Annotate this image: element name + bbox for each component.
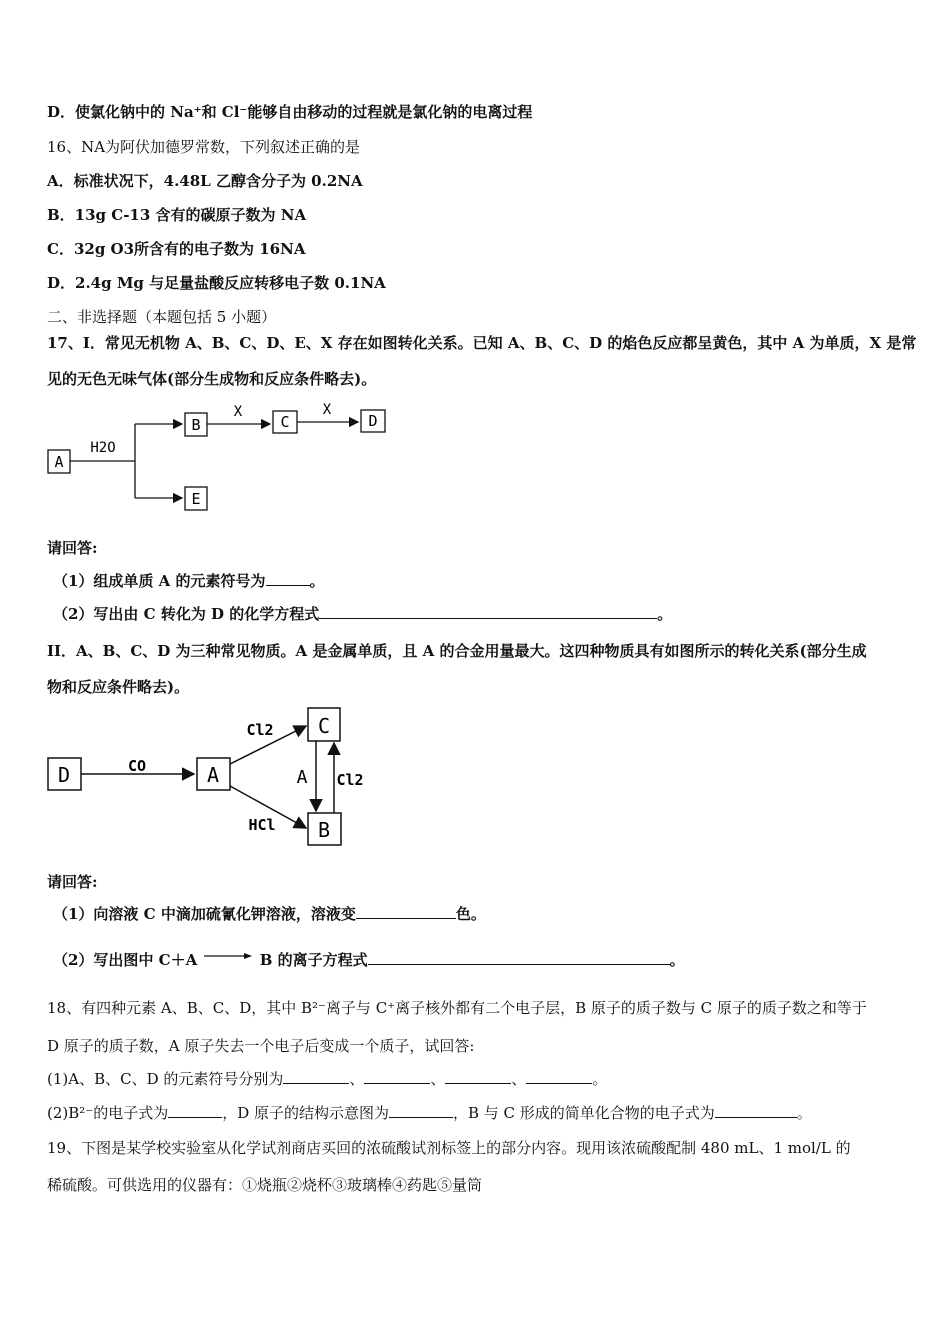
q18-line4: (2)B²⁻的电子式为 ，D 原子的结构示意图为 ，B 与 C 形成的简单化合物的电子式为 。	[47, 1104, 812, 1122]
answer-blank[interactable]	[526, 1069, 592, 1084]
node-a	[197, 758, 230, 790]
section-heading: 二、非选择题（本题包括 5 小题）	[47, 308, 277, 326]
node-a	[48, 450, 70, 473]
label-co: CO	[127, 757, 147, 775]
answer-blank[interactable]	[356, 904, 456, 919]
q17-part2-line2: 物和反应条件略去)。	[47, 678, 190, 696]
svg-text:C: C	[317, 714, 331, 738]
answer-blank[interactable]	[368, 950, 670, 965]
q17-part1-line2: 见的无色无味气体(部分生成物和反应条件略去)。	[47, 370, 377, 388]
q17-part2-question-2: （2）写出图中 C＋A B 的离子方程式 。	[53, 951, 685, 969]
q16-option-b: B．13g C-13 含有的碳原子数为 NA	[47, 206, 307, 224]
q17-part2-line1: II．A、B、C、D 为三种常见物质。A 是金属单质，且 A 的合金用量最大。这四种物质具有如图所示的转化关系(部分生成	[47, 642, 867, 660]
node-b	[185, 413, 207, 436]
svg-text:B: B	[317, 818, 331, 842]
q16-stem: 16、NA为阿伏加德罗常数，下列叙述正确的是	[47, 138, 361, 156]
answer-prompt-1: 请回答:	[47, 539, 98, 557]
label-a-mid: A	[296, 767, 308, 788]
q17-question-2: （2）写出由 C 转化为 D 的化学方程式 。	[53, 605, 673, 623]
label-x2: X	[322, 402, 332, 418]
node-b	[308, 813, 341, 845]
node-c	[308, 708, 340, 741]
q15-option-d: D．使氯化钠中的 Na⁺和 Cl⁻能够自由移动的过程就是氯化钠的电离过程	[47, 103, 533, 121]
svg-text:C: C	[280, 413, 290, 431]
q17-part1-line1: 17、I．常见无机物 A、B、C、D、E、X 存在如图转化关系。已知 A、B、C、D 的焰色反应都呈黄色，其中 A 为单质，X 是常	[47, 334, 917, 352]
label-cl2-right: Cl2	[336, 771, 364, 789]
node-d	[361, 410, 385, 432]
reaction-arrow-icon	[202, 951, 254, 971]
node-c	[273, 411, 297, 433]
answer-blank[interactable]	[283, 1069, 349, 1084]
node-e	[185, 487, 207, 510]
svg-text:D: D	[57, 763, 71, 787]
diagram-1	[40, 400, 400, 520]
diagram-2	[40, 700, 400, 860]
answer-blank[interactable]	[364, 1069, 430, 1084]
answer-prompt-2: 请回答:	[47, 873, 98, 891]
q18-line3: (1)A、B、C、D 的元素符号分别为 、 、 、 。	[47, 1070, 608, 1088]
label-h2o: H2O	[90, 440, 116, 456]
svg-text:A: A	[54, 453, 64, 471]
answer-blank[interactable]	[168, 1103, 222, 1118]
q16-option-d: D．2.4g Mg 与足量盐酸反应转移电子数 0.1NA	[47, 274, 386, 292]
answer-blank[interactable]	[389, 1103, 453, 1118]
svg-text:D: D	[368, 412, 378, 430]
q18-line2: D 原子的质子数，A 原子失去一个电子后变成一个质子，试回答:	[47, 1037, 475, 1055]
label-x1: X	[233, 404, 243, 420]
q19-line1: 19、下图是某学校实验室从化学试剂商店买回的浓硫酸试剂标签上的部分内容。现用该浓硫酸配制 480 mL、1 mol/L 的	[47, 1139, 851, 1157]
q17-question-1: （1）组成单质 A 的元素符号为 。	[53, 572, 325, 590]
answer-blank[interactable]	[715, 1103, 797, 1118]
node-d	[48, 758, 81, 790]
svg-text:B: B	[191, 416, 201, 434]
q18-line1: 18、有四种元素 A、B、C、D，其中 B²⁻离子与 C⁺离子核外都有二个电子层，B 原子的质子数与 C 原子的质子数之和等于	[47, 999, 867, 1017]
answer-blank[interactable]	[319, 604, 657, 619]
svg-text:E: E	[191, 490, 201, 508]
label-hcl: HCl	[248, 816, 276, 834]
answer-blank[interactable]	[445, 1069, 511, 1084]
q17-part2-question-1: （1）向溶液 C 中滴加硫氰化钾溶液，溶液变 色。	[53, 905, 486, 923]
answer-blank[interactable]	[266, 571, 310, 586]
q16-option-a: A．标准状况下，4.48L 乙醇含分子为 0.2NA	[47, 172, 363, 190]
label-cl2-top: Cl2	[246, 721, 274, 739]
q19-line2: 稀硫酸。可供选用的仪器有：①烧瓶②烧杯③玻璃棒④药匙⑤量筒	[47, 1176, 483, 1194]
q16-option-c: C．32g O3所含有的电子数为 16NA	[47, 240, 306, 258]
svg-text:A: A	[206, 763, 220, 787]
